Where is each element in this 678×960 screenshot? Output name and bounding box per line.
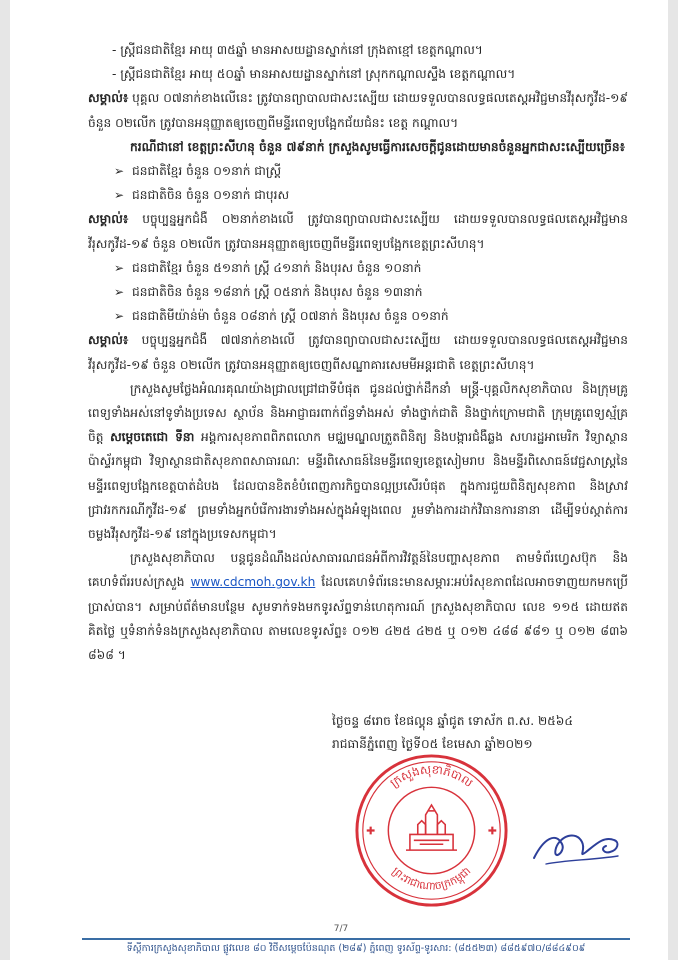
bullet-b-3: [88, 304, 628, 328]
solar-date: រាជធានីភ្នំពេញ ថ្ងៃទី០៥ ខែមេសា ឆ្នាំ២០២១: [332, 737, 533, 751]
info-paragraph: [88, 546, 628, 667]
bullet-b-2-text: ជនជាតិចិន ចំនួន ១៨នាក់ ស្ត្រី ០៥នាក់ និងបុរស ចំនួន ១៣នាក់: [132, 284, 423, 299]
svg-text:ក្រសួងសុខាភិបាល: [387, 762, 475, 790]
document-body: [88, 38, 628, 667]
bullet-a-2: [88, 183, 628, 207]
note-2-text: បច្ចុប្បន្នអ្នកជំងឺ ០២នាក់ខាងលើ ត្រូវបានព្យាបាលជាសះស្បើយ ដោយទទួលបានលទ្ធផលតេស្តអវិជ្ជមានវីរុសកូវីដ-១៩ ចំនួន ០២លើក ត្រូវបានអនុញ្ញាតឲ្យចេញពីមន្ទីរពេទ្យបង្អែកខេត្តព្រះសីហនុ។: [88, 212, 628, 251]
thanks-paragraph: [88, 377, 628, 546]
arrow-bullet-icon: ➢: [114, 260, 125, 275]
case-line-1: - ស្ត្រីជនជាតិខ្មែរ អាយុ ៣៥ឆ្នាំ មានអាសយដ្ឋានស្នាក់នៅ ក្រុងតាខ្មៅ ខេត្តកណ្តាល។: [112, 43, 483, 57]
arrow-bullet-icon: ➢: [114, 284, 125, 299]
bullet-a-1: [88, 159, 628, 183]
note-3-text: បច្ចុប្បន្នអ្នកជំងឺ ៧៧នាក់ខាងលើ ត្រូវបានព្យាបាលជាសះស្បើយ ដោយទទួលបានលទ្ធផលតេស្តអវិជ្ជមានវីរុសកូវីដ-១៩ ចំនួន ០២លើក ត្រូវបានអនុញ្ញាតឲ្យចេញពីសណ្ឋាគារសេមមីអន្តរជាតិ ខេត្តព្រះសីហនុ។: [88, 333, 628, 372]
seal-top-text: ក្រសួងសុខាភិបាល: [387, 762, 476, 790]
info-text-a: ក្រសួងសុខាភិបាល បន្តជូនដំណឹងដល់សាធារណជនអំពីការវិវត្តន៍នៃបញ្ហាសុខភាព តាមទំព័រហ្វេសប៊ុក និងគេហទំព័ររបស់ក្រសួង: [88, 551, 628, 590]
footer-address: ទីស្តីការក្រសួងសុខាភិបាល ផ្លូវលេខ ៨០ វិថីសម្តេចប៉ែនណុត (២៨៩) ភ្នំពេញ ទូរស័ព្ទ-ទូរសារ: (៨៥៥២៣) ៨៨៥៩៧០/៨៨៤៩០៩: [126, 943, 586, 954]
bullet-a-2-text: ជនជាតិចិន ចំនួន ០១នាក់ ជាបុរស: [132, 188, 290, 203]
ministry-seal-icon: [353, 752, 510, 909]
website-link[interactable]: www.cdcmoh.gov.kh: [190, 575, 316, 590]
date-block: [332, 710, 632, 756]
info-text-b: ដែលគេហទំព័រនេះមានសម្ភារៈអប់រំសុខភាពដែលអាចទាញយកមកប្រើប្រាស់បាន។ សម្រាប់ព័ត៌មានបន្ថែម សូមទាក់ទងមកទូរស័ព្ទទាន់ហេតុការណ៍ ក្រសួងសុខាភិបាល លេខ ១១៥ ដោយឥតគិតថ្លៃ ឬទំនាក់ទំនងក្រសួងសុខាភិបាល តាមលេខទូរស័ព្ទ៖ ០១២ ៤២៥ ៤២៥ ឬ ០១២ ៤៨៨ ៩៨១ ឬ ០១២ ៨៣៦ ៨៦៨ ។: [88, 575, 628, 662]
document-page: [10, 0, 668, 960]
note-3-label: សម្គាល់៖: [88, 333, 129, 348]
seal-bottom-text: ព្រះរាជាណាចក្រកម្ពុជា: [389, 864, 474, 893]
arrow-bullet-icon: ➢: [114, 163, 125, 178]
page-number: 7/7: [333, 924, 349, 934]
case-line-2: - ស្ត្រីជនជាតិខ្មែរ អាយុ ៥០ឆ្នាំ មានអាសយដ្ឋានស្នាក់នៅ ស្រុកកណ្តាលស្ទឹង ខេត្តកណ្តាល។: [112, 67, 516, 82]
arrow-bullet-icon: ➢: [114, 309, 125, 324]
note-2-label: សម្គាល់៖: [88, 212, 129, 227]
bullet-b-2: [88, 280, 628, 304]
arrow-bullet-icon: ➢: [114, 188, 125, 203]
seal-cross-icons: [367, 827, 497, 835]
thanks-text-b: អង្គការសុខភាពពិភពលោក មជ្ឈមណ្ឌលត្រួតពិនិត្យ និងបង្ការជំងឺឆ្លង សហរដ្ឋអាមេរិក វិទ្យាស្ថានប៉ាស្ទ័រកម្ពុជា វិទ្យាស្ថានជាតិសុខភាពសាធារណៈ មន្ទីរពិសោធន៍នៃមន្ទីរពេទ្យខេត្តសៀមរាប និងមន្ទីរពិសោធន៍វេជ្ជសាស្ត្រនៃមន្ទីរពេទ្យបង្អែកខេត្តបាត់ដំបង ដែលបានខិតខំបំពេញភារកិច្ចបានល្អប្រសើរបំផុត ក្នុងការជួយពិនិត្យសុខភាព និងស្រាវជ្រាវរកករណីកូវីដ-១៩ ព្រមទាំងអ្នកបំរើការងារទាំងអស់ក្នុងអំឡុងពេល រួមទាំងការដាក់វិធានការនានា ដើម្បីទប់ស្កាត់ការចម្លងវីរុសកូវីដ-១៩ នៅក្នុងប្រទេសកម្ពុជា។: [88, 430, 628, 541]
bullet-b-3-text: ជនជាតិមីយ៉ាន់ម៉ា ចំនួន ០៨នាក់ ស្ត្រី ០៧នាក់ និងបុរស ចំនួន ០១នាក់: [132, 309, 449, 324]
lunar-date: ថ្ងៃចន្ទ ៨រោច ខែផល្គុន ឆ្នាំជូត ទោស័ក ព.ស. ២៥៦៤: [332, 714, 574, 728]
temple-icon: [406, 805, 457, 850]
footer-divider: [82, 938, 630, 940]
section-heading: ករណីជានៅ ខេត្តព្រះសីហនុ ចំនួន ៧៩នាក់ ក្រសួងសូមធ្វើការសេចក្តីជូនដោយមានចំនួនអ្នកជាសះស្បើយច្រើន៖: [130, 139, 625, 154]
thanks-highlight: សម្តេចតេជោ ទីនា: [110, 430, 195, 445]
note-3: [88, 328, 628, 376]
note-1: [88, 86, 628, 134]
thanks-text-a: ក្រសួងសូមថ្លែងអំណរគុណយ៉ាងជ្រាលជ្រៅជាទីបំផុត ជូនដល់ថ្នាក់ដឹកនាំ មន្ត្រី-បុគ្គលិកសុខាភិបាល និងក្រុមគ្រូពេទ្យទាំងអស់នៅទូទាំងប្រទេស ស្ថាប័ន និងអាជ្ញាធរពាក់ព័ន្ធទាំងអស់ ទាំងថ្នាក់ជាតិ និងថ្នាក់ក្រោមជាតិ ក្រុមគ្រូពេទ្យស្ម័គ្រចិត្ត: [88, 381, 628, 445]
note-1-text: បុគ្គល ០៧នាក់ខាងលើនេះ ត្រូវបានព្យាបាលជាសះស្បើយ ដោយទទួលបានលទ្ធផលតេស្តអវិជ្ជមានវីរុសកូវីដ-១៩ ចំនួន ០២លើក ត្រូវបានអនុញ្ញាតឲ្យចេញពីមន្ទីរពេទ្យបង្អែកជ័យជំនះ ខេត្ត កណ្តាល។: [88, 91, 628, 130]
signature-icon: [526, 818, 630, 876]
bullet-a-1-text: ជនជាតិខ្មែរ ចំនួន ០១នាក់ ជាស្ត្រី: [132, 163, 282, 178]
bullet-b-1: [88, 256, 628, 280]
bullet-b-1-text: ជនជាតិខ្មែរ ចំនួន ៥១នាក់ ស្ត្រី ៤១នាក់ និងបុរស ចំនួន ១០នាក់: [132, 260, 422, 275]
svg-text:ព្រះរាជាណាចក្រកម្ពុជា: [390, 864, 474, 893]
note-1-label: សម្គាល់៖: [88, 91, 129, 106]
note-2: [88, 207, 628, 255]
